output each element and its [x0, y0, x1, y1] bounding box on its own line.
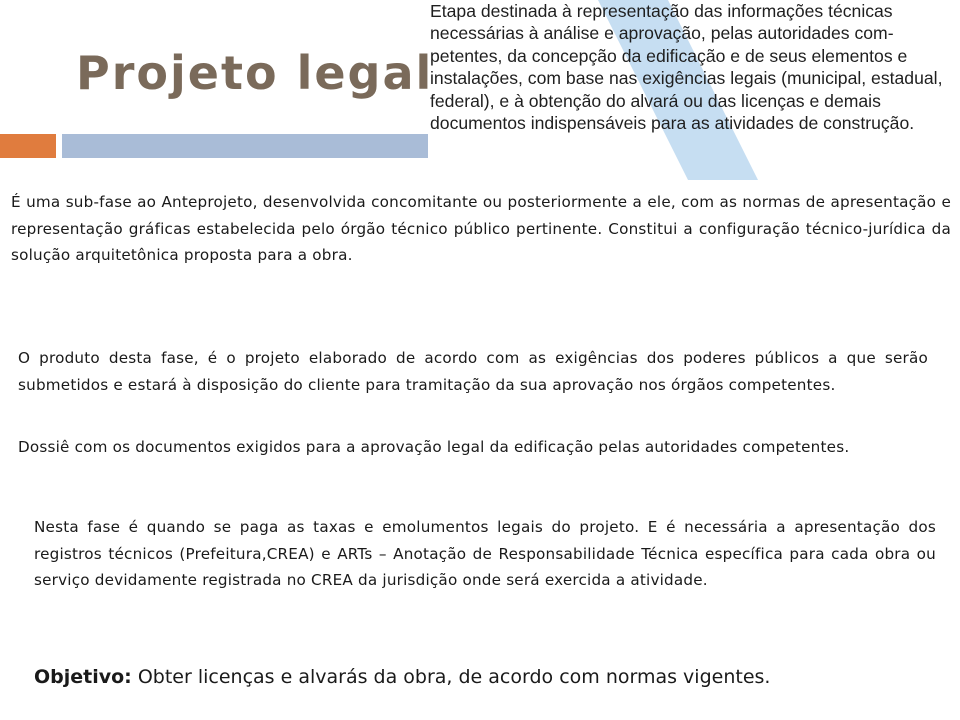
- paragraph-dossier: Dossiê com os documentos exigidos para a aprovação legal da edificação pelas autoridades competentes.: [18, 438, 850, 456]
- accent-bar-blue: [62, 134, 428, 158]
- paragraph-fees: Nesta fase é quando se paga as taxas e emolumentos legais do projeto. E é necessária a apresentação dos registros técnicos (Prefeitura,CREA) e ARTs – Anotação de Responsabilidade Técnica específica para cada obra ou serviço devidamente registrada no CREA da jurisdição onde será exercida a atividade.: [34, 518, 936, 589]
- objective-line: [34, 663, 770, 691]
- paragraph-product: O produto desta fase, é o projeto elaborado de acordo com as exigências dos poderes públicos a que serão submetidos e estará à disposição do cliente para tramitação da sua aprovação nos órgãos competentes.: [18, 349, 928, 394]
- definition-callout: Etapa destinada à representação das informações técnicas necessárias à análise e aprovação, pelas autoridades com-petentes, da concepção da edificação e de seus elementos e instalações, com base nas exigências legais (municipal, estadual, federal), e à obtenção do alvará ou das licenças e demais documentos indispensáveis para as atividades de construção.: [430, 1, 943, 134]
- objective-text: Obter licenças e alvarás da obra, de acordo com normas vigentes.: [131, 666, 771, 688]
- page-title: Projeto legal: [76, 46, 434, 100]
- accent-bar-orange: [0, 134, 56, 158]
- paragraph-subphase: É uma sub-fase ao Anteprojeto, desenvolvida concomitante ou posteriormente a ele, com as normas de apresentação e representação gráficas estabelecida pelo órgão técnico público pertinente. Constitui a configuração técnico-jurídica da solução arquitetônica proposta para a obra.: [11, 193, 951, 264]
- objective-label: Objetivo:: [34, 666, 132, 688]
